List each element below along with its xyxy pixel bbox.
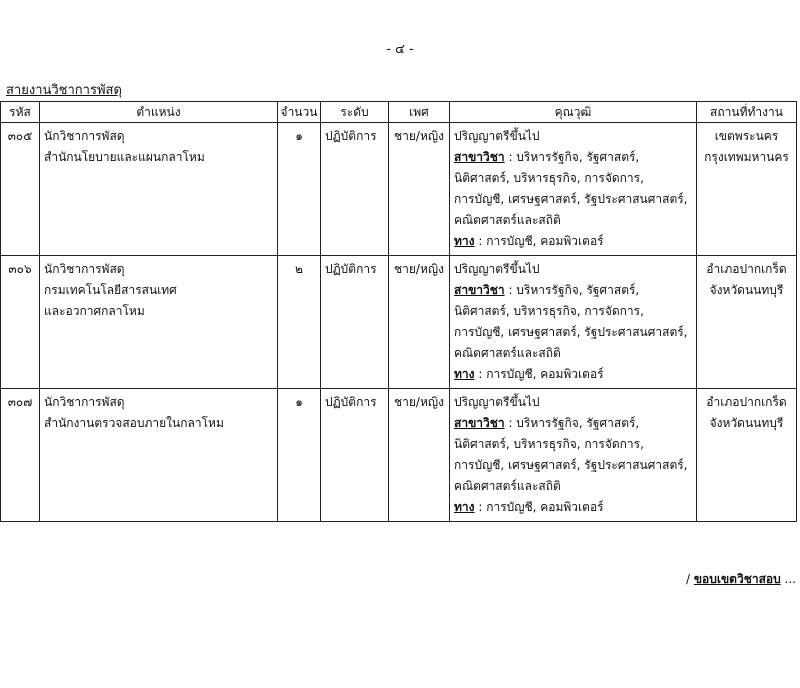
row-qualification [450,123,697,256]
continuation-prefix: / [685,572,694,586]
major-label: สาขาวิชา [454,283,505,297]
header-qualification: คุณวุฒิ [450,102,697,123]
page-number: - ๔ - [386,42,414,57]
degree: ปริญญาตรีขึ้นไป [454,395,540,409]
track-text: : การบัญชี, คอมพิวเตอร์ [474,500,604,514]
row-sex: ชาย/หญิง [389,123,450,256]
row-location [697,389,797,522]
position-unit: สำนักนโยบายและแผนกลาโหม [44,150,205,164]
major-line: : บริหารรัฐกิจ, รัฐศาสตร์, [504,416,640,430]
position-unit: กรมเทคโนโลยีสารสนเทศ [44,283,177,297]
continuation-link: ขอบเขตวิชาสอบ [693,572,781,586]
major-line: นิติศาสตร์, บริหารธุรกิจ, การจัดการ, [454,304,644,318]
continuation-note [686,570,796,589]
row-count: ๒ [278,256,321,389]
row-position [40,123,278,256]
continuation-suffix: ... [780,572,796,586]
location-line: อำเภอปากเกร็ด [706,395,787,409]
degree: ปริญญาตรีขึ้นไป [454,129,540,143]
major-line: : บริหารรัฐกิจ, รัฐศาสตร์, [504,150,640,164]
major-line: นิติศาสตร์, บริหารธุรกิจ, การจัดการ, [454,171,644,185]
location-line: กรุงเทพมหานคร [704,150,789,164]
position-unit: และอวกาศกลาโหม [44,304,145,318]
track-label: ทาง [454,234,475,248]
row-sex: ชาย/หญิง [389,256,450,389]
position-title: นักวิชาการพัสดุ [44,129,125,143]
row-sex: ชาย/หญิง [389,389,450,522]
track-label: ทาง [454,367,475,381]
header-count: จำนวน [278,102,321,123]
row-code: ๓๐๖ [1,256,40,389]
header-code: รหัส [1,102,40,123]
row-level: ปฏิบัติการ [321,389,389,522]
row-qualification [450,256,697,389]
location-line: จังหวัดนนทบุรี [709,283,784,297]
track-text: : การบัญชี, คอมพิวเตอร์ [474,234,604,248]
location-line: เขตพระนคร [714,129,779,143]
header-location: สถานที่ทำงาน [697,102,797,123]
major-label: สาขาวิชา [454,416,505,430]
row-location [697,256,797,389]
row-level: ปฏิบัติการ [321,256,389,389]
header-position: ตำแหน่ง [40,102,278,123]
positions-table [0,101,797,522]
table-header-row [1,102,797,123]
row-code: ๓๐๗ [1,389,40,522]
row-count: ๑ [278,389,321,522]
track-label: ทาง [454,500,475,514]
table-row [1,256,797,389]
major-line: คณิตศาสตร์และสถิติ [454,479,561,493]
track-text: : การบัญชี, คอมพิวเตอร์ [474,367,604,381]
row-code: ๓๐๕ [1,123,40,256]
major-line: การบัญชี, เศรษฐศาสตร์, รัฐประศาสนศาสตร์, [454,325,688,339]
table-row [1,389,797,522]
position-title: นักวิชาการพัสดุ [44,395,125,409]
major-label: สาขาวิชา [454,150,505,164]
position-unit: สำนักงานตรวจสอบภายในกลาโหม [44,416,224,430]
degree: ปริญญาตรีขึ้นไป [454,262,540,276]
major-line: คณิตศาสตร์และสถิติ [454,346,561,360]
row-level: ปฏิบัติการ [321,123,389,256]
location-line: อำเภอปากเกร็ด [706,262,787,276]
major-line: คณิตศาสตร์และสถิติ [454,213,561,227]
position-title: นักวิชาการพัสดุ [44,262,125,276]
row-position [40,256,278,389]
major-line: การบัญชี, เศรษฐศาสตร์, รัฐประศาสนศาสตร์, [454,192,688,206]
row-count: ๑ [278,123,321,256]
row-qualification [450,389,697,522]
header-level: ระดับ [321,102,389,123]
major-line: : บริหารรัฐกิจ, รัฐศาสตร์, [504,283,640,297]
row-position [40,389,278,522]
location-line: จังหวัดนนทบุรี [709,416,784,430]
table-row [1,123,797,256]
row-location [697,123,797,256]
header-sex: เพศ [389,102,450,123]
major-line: นิติศาสตร์, บริหารธุรกิจ, การจัดการ, [454,437,644,451]
section-title: สายงานวิชาการพัสดุ [6,83,122,98]
major-line: การบัญชี, เศรษฐศาสตร์, รัฐประศาสนศาสตร์, [454,458,688,472]
